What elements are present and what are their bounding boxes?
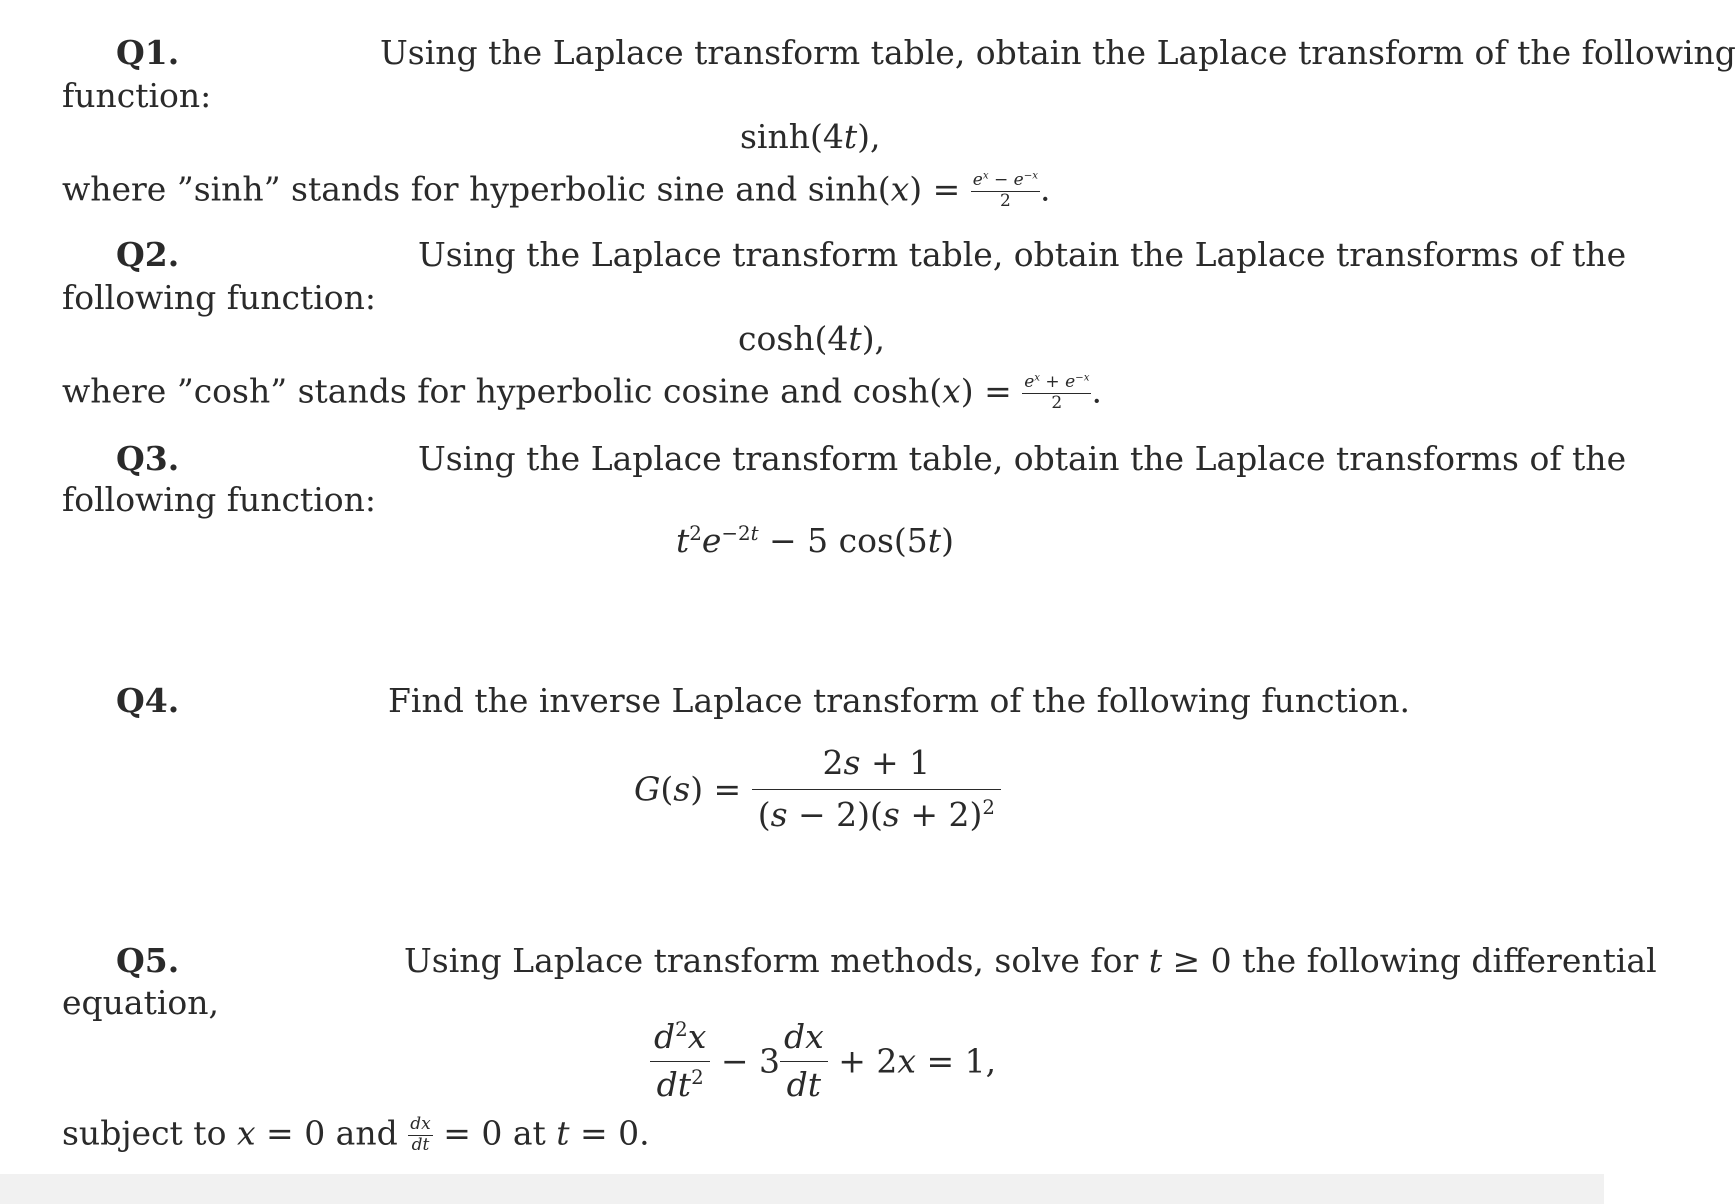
q2-equation: cosh(4t), <box>738 319 886 358</box>
q5-first-derivative: $\frac{dx}{dt}$ <box>780 1020 828 1102</box>
q5-prompt: Using Laplace transform methods, solve for t ≥ 0 the following differential <box>404 941 1657 980</box>
q1-def-fraction: $\frac{e^x - e^{-x}}{2}$ <box>972 170 1039 211</box>
q1-equation: sinh(4t), <box>740 117 881 156</box>
q5-condition-fraction: $\frac{dx}{dt}$ <box>410 1114 431 1155</box>
q2-prompt-cont: following function: <box>62 278 376 317</box>
q5-condition: subject to x = 0 and $\frac{dx}{dt}$ = 0 at t = 0. <box>62 1113 650 1155</box>
q5-label: Q5. <box>116 941 180 980</box>
q1-label: Q1. <box>116 33 180 72</box>
bottom-bar <box>0 1174 1604 1204</box>
q4-label: Q4. <box>116 681 180 720</box>
q2-where: where ”cosh” stands for hyperbolic cosine and cosh(x) = $\frac{e^x + e^{-x}}{2}$ . <box>62 371 1102 413</box>
q3-prompt: Using the Laplace transform table, obtain the Laplace transforms of the <box>418 439 1627 478</box>
q3-prompt-cont: following function: <box>62 480 376 519</box>
q3-equation: $t^2e^{-2t} - 5$ cos(5t) <box>676 521 954 560</box>
q1-prompt-cont: function: <box>62 76 212 115</box>
q4-prompt: Find the inverse Laplace transform of the following function. <box>388 681 1411 720</box>
q2-def-fraction: $\frac{e^x + e^{-x}}{2}$ <box>1024 372 1090 413</box>
q1-prompt: Using the Laplace transform table, obtain the Laplace transform of the following <box>380 33 1736 72</box>
q2-prompt: Using the Laplace transform table, obtain the Laplace transforms of the <box>418 235 1627 274</box>
q1-where: where ”sinh” stands for hyperbolic sine and sinh(x) = $\frac{e^x - e^{-x}}{2}$ . <box>62 169 1051 211</box>
q5-equation: $\frac{d^2x}{dt^2}$ − 3 $\frac{dx}{dt}$ + 2x = 1, <box>650 1020 996 1102</box>
q5-prompt-cont: equation, <box>62 983 220 1022</box>
q4-fraction: $\frac{2s + 1}{(s - 2)(s + 2)^2}$ <box>752 746 1001 832</box>
q4-equation: G(s) = $\frac{2s + 1}{(s - 2)(s + 2)^2}$ <box>634 746 1001 832</box>
q3-label: Q3. <box>116 439 180 478</box>
q2-label: Q2. <box>116 235 180 274</box>
q5-second-derivative: $\frac{d^2x}{dt^2}$ <box>650 1020 710 1102</box>
